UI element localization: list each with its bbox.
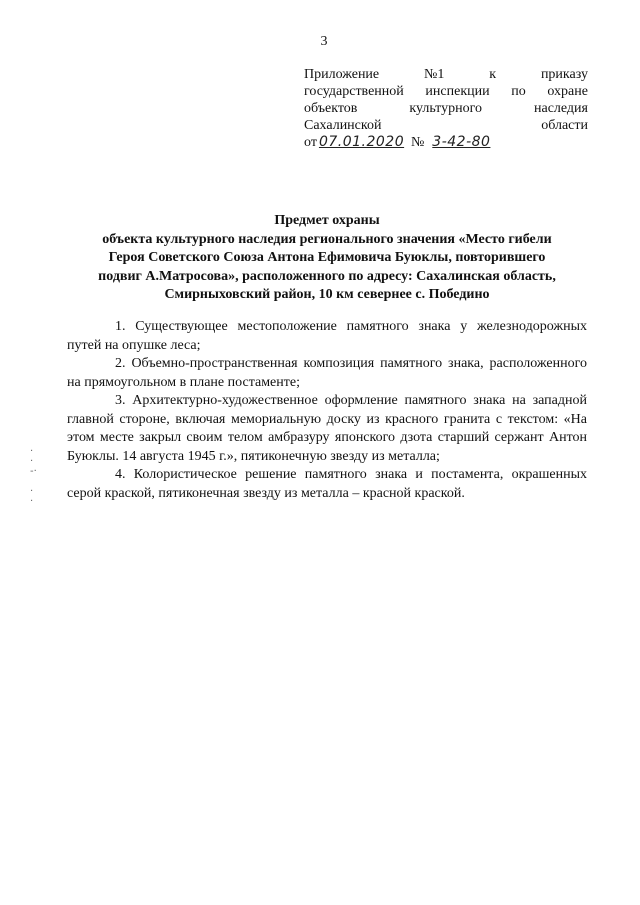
appendix-word: приказу (540, 67, 588, 82)
protection-item-4: 4. Колористическое решение памятного знака и постамента, окрашенных серой краской, пятиконечная звезду из металла – красной краской. (67, 467, 587, 501)
title-line: объекта культурного наследия регионального значения «Место гибели (102, 231, 552, 247)
appendix-word: объектов (304, 101, 358, 116)
appendix-word: к (489, 67, 497, 82)
handwritten-order-number: 3-42-80 (432, 134, 491, 150)
appendix-word: Приложение (304, 67, 380, 82)
appendix-word: по (511, 84, 526, 99)
appendix-header (304, 66, 588, 151)
title-line: Предмет охраны (274, 213, 380, 228)
appendix-line-1 (304, 66, 588, 83)
appendix-word: инспекции (425, 84, 490, 99)
document-title (60, 212, 594, 305)
order-date-number (304, 134, 588, 151)
appendix-line-4 (304, 117, 588, 134)
appendix-word: охране (547, 84, 588, 99)
protection-items (67, 318, 587, 503)
appendix-word: государственной (304, 84, 404, 99)
margin-scan-marks: · · -· · · (30, 446, 37, 507)
appendix-line-2 (304, 83, 588, 100)
from-label: от (304, 135, 317, 150)
title-line: Смирныховский район, 10 км севернее с. Победино (164, 287, 490, 302)
appendix-word: культурного (409, 101, 483, 116)
appendix-word: Сахалинской (304, 118, 382, 133)
protection-item-3: 3. Архитектурно-художественное оформление памятного знака на западной главной стороне, включая мемориальную доску из красного гранита с текстом: «На этом месте закрыл своим телом амбразуру японского дзота старший сержант Антон Буюклы. 14 августа 1945 г.», пятиконечную звезду из металла; (67, 393, 587, 464)
appendix-word: №1 (424, 67, 445, 82)
protection-item-1: 1. Существующее местоположение памятного знака у железнодорожных путей на опушке леса; (67, 319, 587, 353)
page-number: 3 (320, 34, 328, 49)
appendix-line-3 (304, 100, 588, 117)
number-label: № (410, 135, 425, 150)
title-line: Героя Советского Союза Антона Ефимовича Буюклы, повторившего (108, 250, 546, 265)
title-line: подвиг А.Матросова», расположенного по адресу: Сахалинская область, (98, 268, 556, 284)
protection-item-2: 2. Объемно-пространственная композиция памятного знака, расположенного на прямоугольном в плане постаменте; (67, 356, 587, 390)
handwritten-date: 07.01.2020 (318, 134, 405, 150)
appendix-word: наследия (533, 101, 588, 116)
appendix-word: области (541, 118, 588, 133)
